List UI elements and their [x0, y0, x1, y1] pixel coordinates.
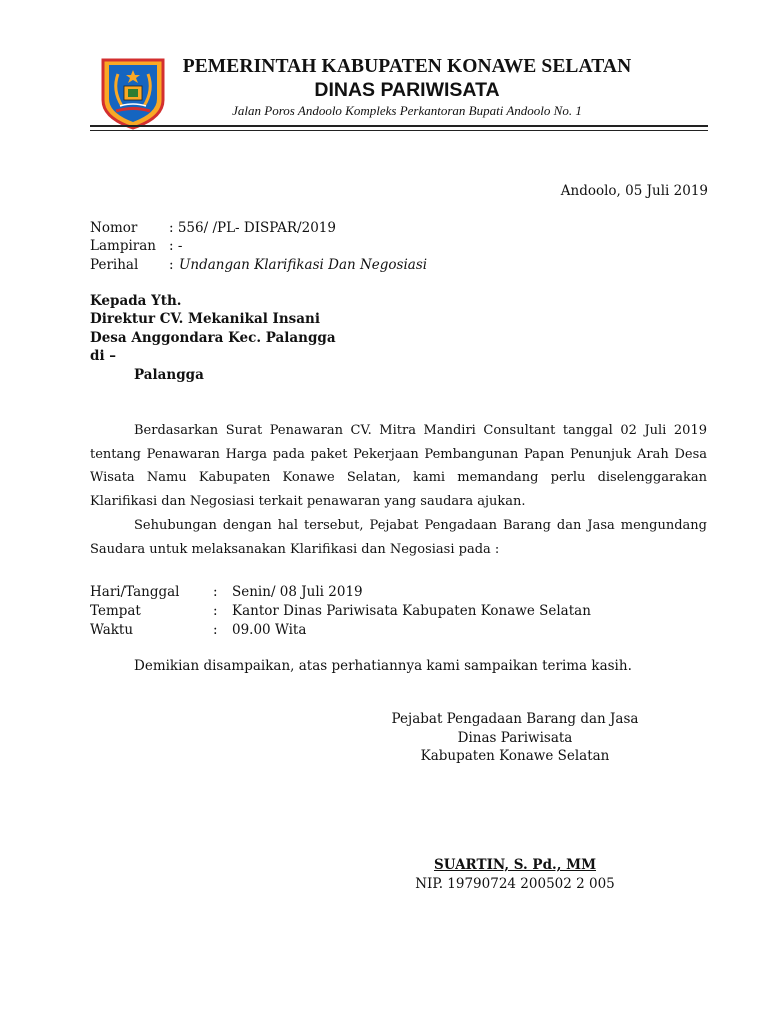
- recipient-name: Direktur CV. Mekanikal Insani: [90, 311, 320, 327]
- recipient-salutation: Kepada Yth.: [90, 293, 182, 309]
- letterhead-rule-thin: [90, 130, 708, 131]
- letterhead-address: Jalan Poros Andoolo Kompleks Perkantoran Bupati Andoolo No. 1: [232, 103, 582, 118]
- signature-name: SUARTIN, S. Pd., MM: [433, 857, 597, 873]
- tempat-label: Tempat: [90, 603, 141, 619]
- recipient-address: Desa Anggondara Kec. Palangga: [90, 330, 336, 346]
- tempat-value: Kantor Dinas Pariwisata Kabupaten Konawe Selatan: [232, 603, 591, 619]
- signature-title-3: Kabupaten Konawe Selatan: [420, 748, 610, 764]
- signature-title-2: Dinas Pariwisata: [457, 730, 573, 746]
- letterhead-government: PEMERINTAH KABUPATEN KONAWE SELATAN: [182, 56, 632, 77]
- letterhead-rule-thick: [90, 125, 708, 127]
- letterhead-department: DINAS PARIWISATA: [314, 79, 500, 101]
- regency-emblem-icon: [98, 56, 168, 130]
- lampiran-value: : -: [169, 238, 183, 254]
- hari-value: Senin/ 08 Juli 2019: [232, 584, 363, 600]
- hari-colon: :: [213, 584, 218, 600]
- perihal-colon: :: [169, 257, 174, 273]
- signature-title-1: Pejabat Pengadaan Barang dan Jasa: [391, 711, 639, 727]
- nomor-label: Nomor: [90, 220, 138, 236]
- perihal-label: Perihal: [90, 257, 139, 273]
- waktu-colon: :: [213, 622, 218, 638]
- body-paragraph-1: Berdasarkan Surat Penawaran CV. Mitra Mandiri Consultant tanggal 02 Juli 2019 tentang Penawaran Harga pada paket Pekerjaan Pembangunan Papan Penunjuk Arah Desa Wisata Namu Kabupaten Konawe Selatan, kami memandang perlu diselenggarakan Klarifikasi dan Negosiasi terkait penawaran yang saudara ajukan.: [90, 423, 707, 509]
- closing-sentence: Demikian disampaikan, atas perhatiannya kami sampaikan terima kasih.: [134, 658, 632, 674]
- nomor-value: : 556/ /PL- DISPAR/2019: [169, 220, 336, 236]
- signature-name-wrap: [358, 857, 672, 873]
- waktu-label: Waktu: [90, 622, 134, 638]
- waktu-value: 09.00 Wita: [232, 622, 307, 638]
- perihal-value: Undangan Klarifikasi Dan Negosiasi: [179, 257, 428, 273]
- recipient-city: Palangga: [134, 367, 204, 383]
- body-paragraph-2: Sehubungan dengan hal tersebut, Pejabat Pengadaan Barang dan Jasa mengundang Saudara untuk melaksanakan Klarifikasi dan Negosiasi pada :: [90, 518, 707, 557]
- recipient-di: di –: [90, 348, 117, 364]
- letter-date: Andoolo, 05 Juli 2019: [560, 183, 708, 199]
- hari-label: Hari/Tanggal: [90, 584, 180, 600]
- signature-nip: NIP. 19790724 200502 2 005: [415, 876, 615, 892]
- lampiran-label: Lampiran: [90, 238, 156, 254]
- tempat-colon: :: [213, 603, 218, 619]
